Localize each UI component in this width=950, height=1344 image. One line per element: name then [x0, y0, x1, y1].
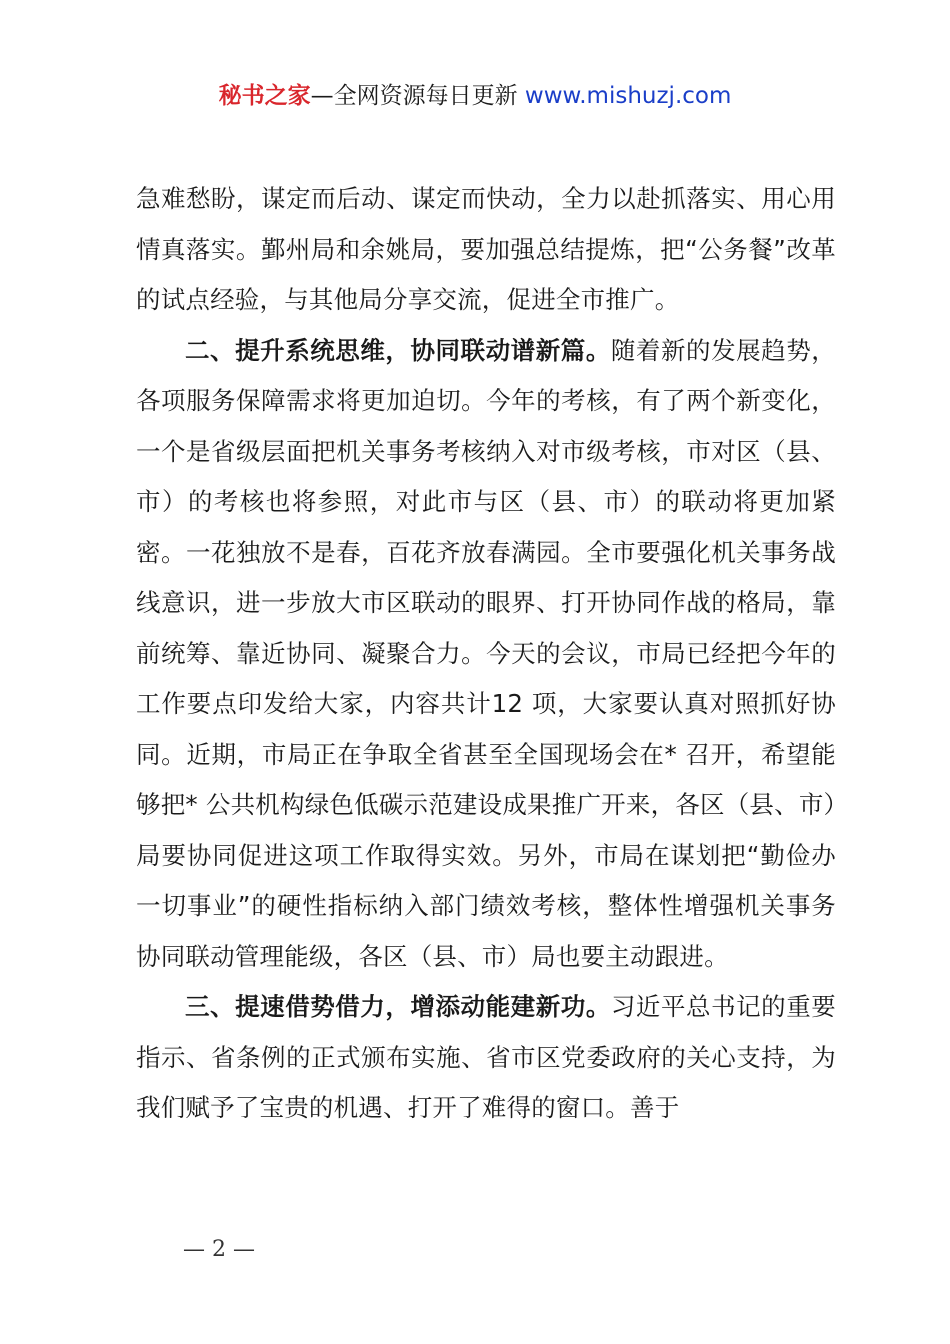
paragraph-text: 随着新的发展趋势，各项服务保障需求将更加迫切。今年的考核，有了两个新变化，一个是省级层面把机关事务考核纳入对市级考核，市对区（县、市）的考核也将参照，对此市与区（县、市）的联动将更加紧密。一花独放不是春，百花齐放春满园。全市要强化机关事务战线意识，进一步放大市区联动的眼界、打开协同作战的格局，靠前统筹、靠近协同、凝聚合力。今天的会议，市局已经把今年的工作要点印发给大家，内容共计12 项，大家要认真对照抓好协同。近期，市局正在争取全省甚至全国现场会在* 召开，希望能够把* 公共机构绿色低碳示范建设成果推广开来，各区（县、市）局要协同促进这项工作取得实效。另外，市局在谋划把“勤俭办一切事业”的硬性指标纳入部门绩效考核，整体性增强机关事务协同联动管理能级，各区（县、市）局也要主动跟进。: [136, 335, 836, 971]
paragraph-continuation: [136, 174, 836, 326]
section-heading: 三、提速借势借力，增添动能建新功。: [185, 992, 611, 1021]
page-number: — 2 —: [183, 1237, 255, 1262]
paragraph-text: 急难愁盼，谋定而后动、谋定而快动，全力以赴抓落实、用心用情真落实。鄞州局和余姚局，要加强总结提炼，把“公务餐”改革的试点经验，与其他局分享交流，促进全市推广。: [136, 184, 836, 314]
site-url-link[interactable]: www.mishuzj.com: [524, 83, 732, 109]
section-heading: 二、提升系统思维，协同联动谱新篇。: [185, 335, 611, 365]
header-tagline: —全网资源每日更新: [310, 83, 525, 109]
site-header: [0, 80, 950, 112]
brand-name: 秘书之家: [218, 83, 311, 109]
paragraph-text: 习近平总书记的重要指示、省条例的正式颁布实施、省市区党委政府的关心支持，为我们赋予了宝贵的机遇、打开了难得的窗口。善于: [136, 992, 836, 1122]
paragraph-section-three: [136, 982, 836, 1134]
paragraph-section-two: [136, 326, 836, 983]
document-body: [136, 174, 836, 1134]
